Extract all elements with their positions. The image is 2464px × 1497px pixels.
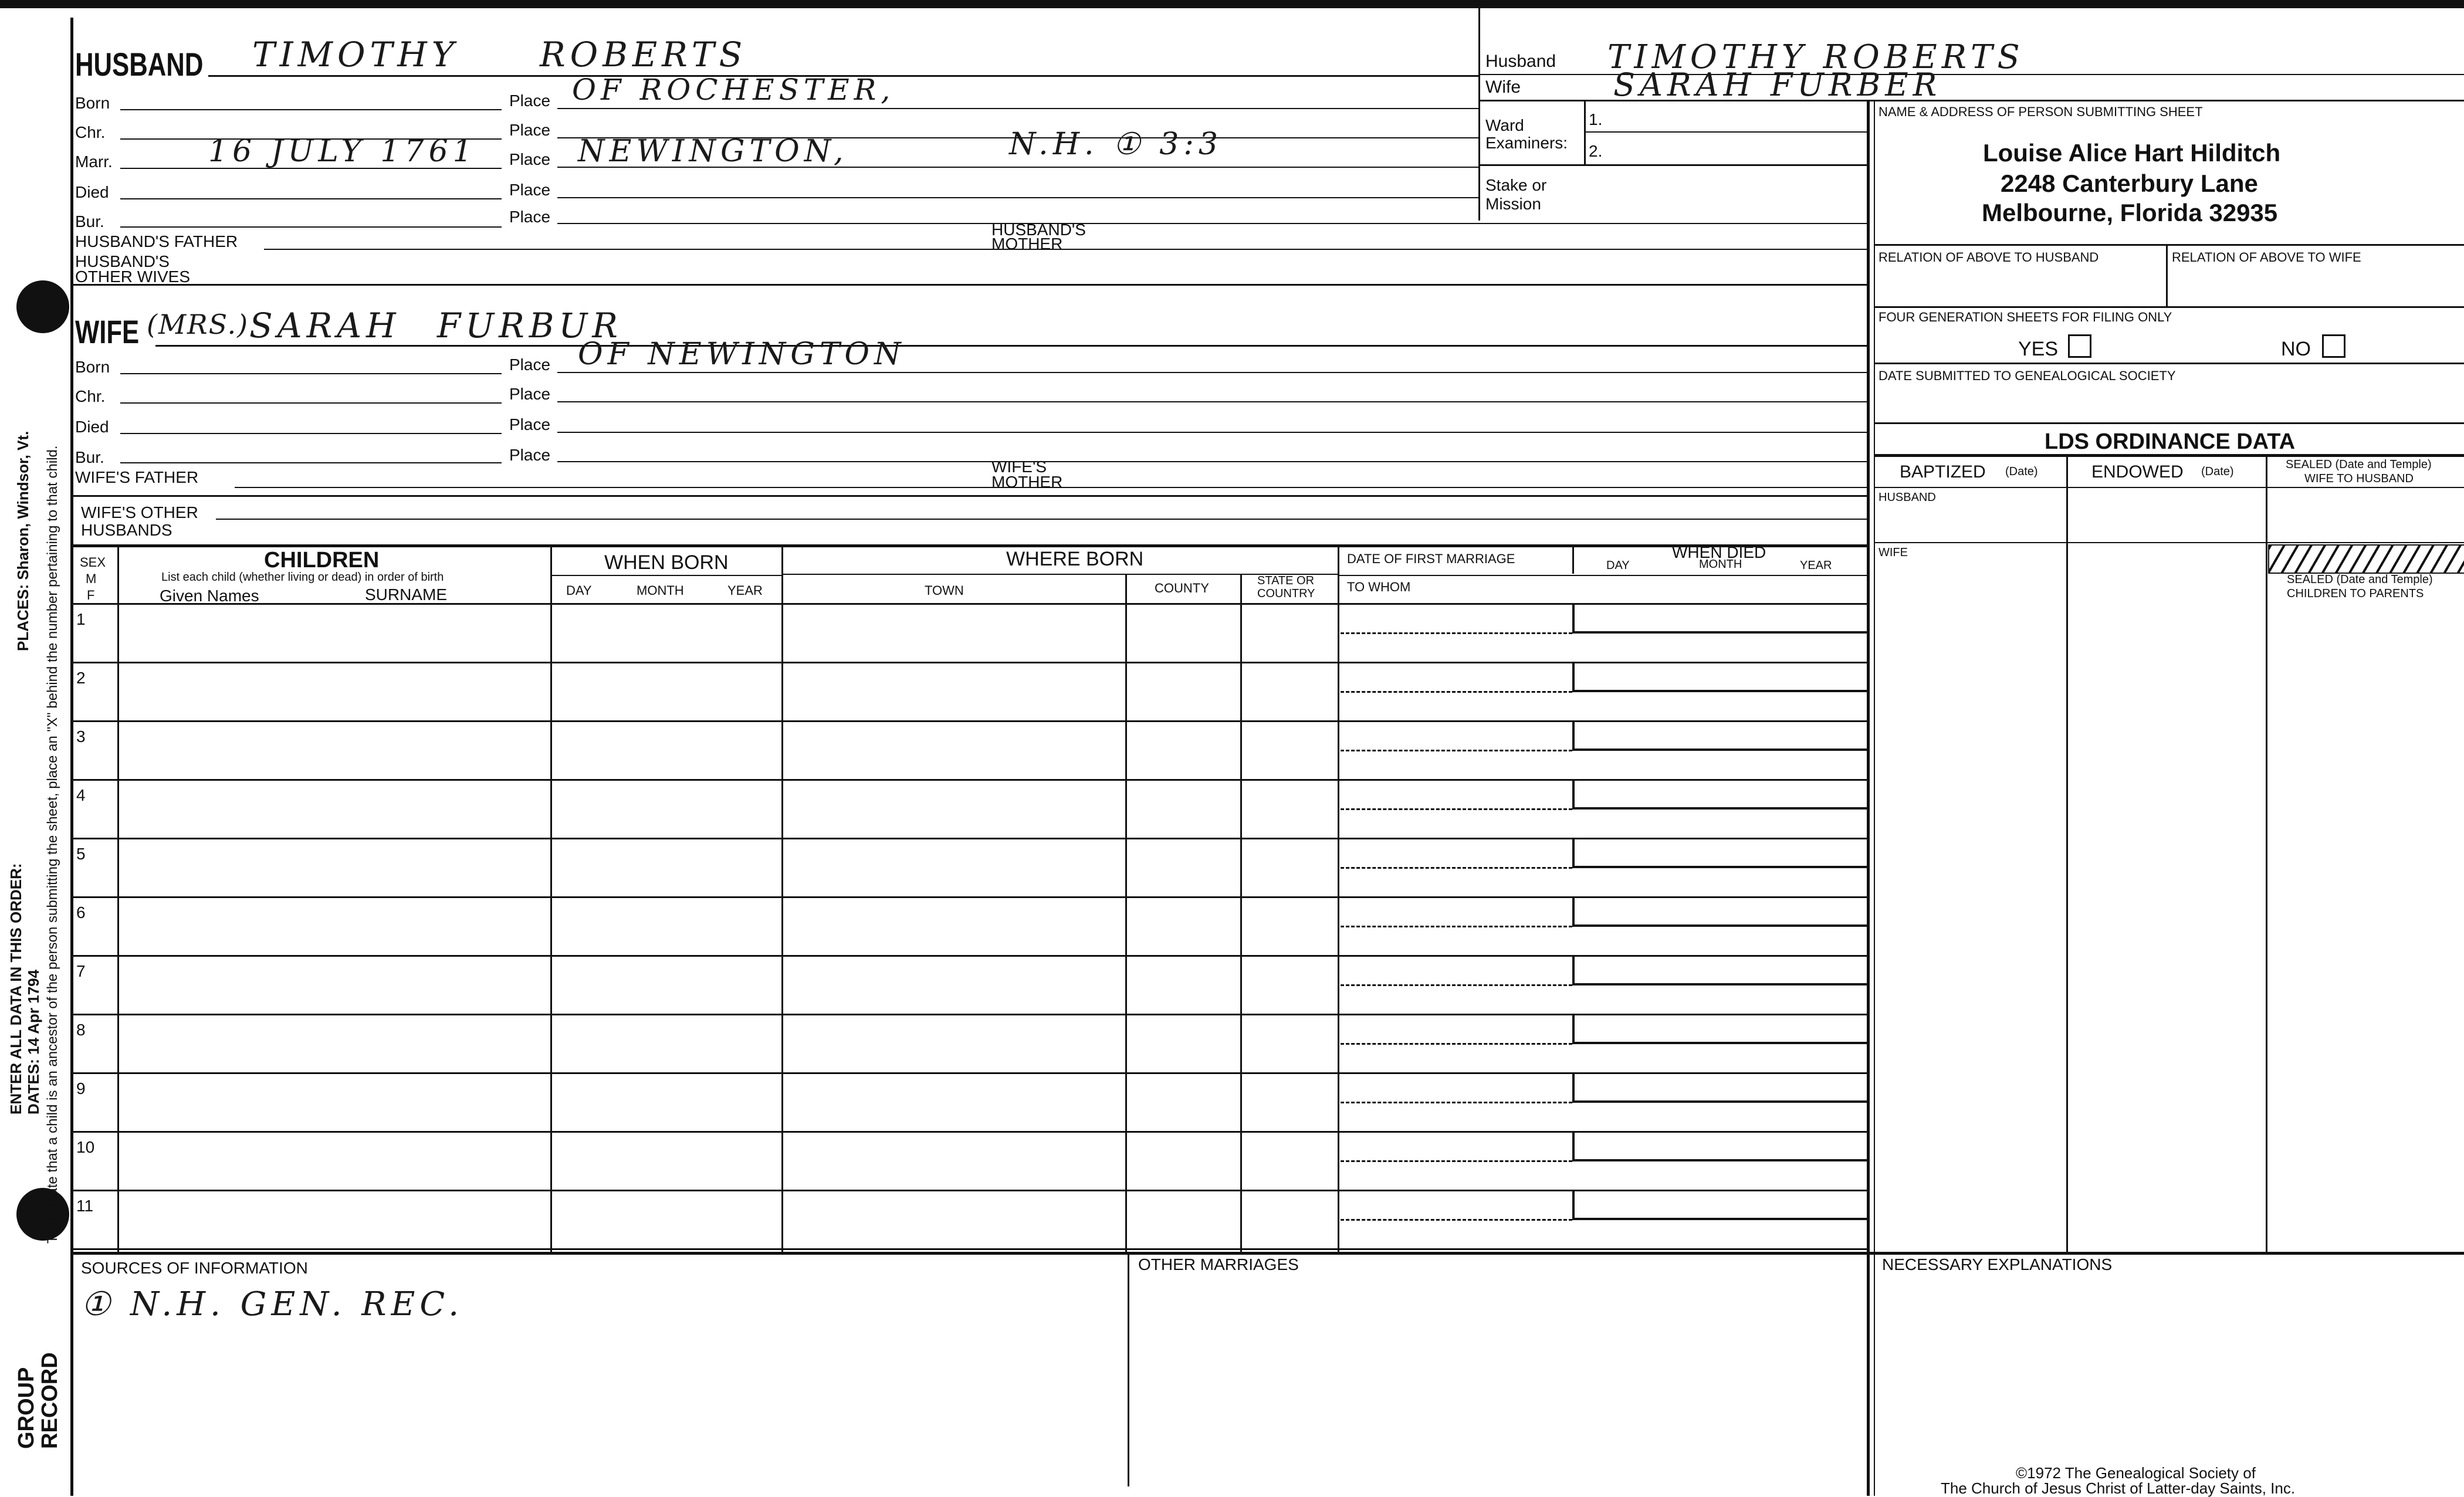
born-month: MONTH: [637, 583, 684, 598]
child-died-box[interactable]: [1572, 1073, 1869, 1103]
child-row-number: 7: [76, 962, 86, 980]
wife-born-label: Born: [75, 358, 110, 376]
husband-bur-place-label: Place: [509, 208, 551, 226]
husband-born-place-line[interactable]: [557, 108, 1478, 109]
sources-value[interactable]: ① N.H. GEN. REC.: [81, 1285, 463, 1323]
four-gen-no-checkbox[interactable]: [2322, 334, 2345, 358]
bottom-section-top: [70, 1252, 2464, 1255]
wife-heading: WIFE: [75, 313, 140, 350]
header-wife-bottom: [1478, 100, 2464, 101]
husband-died-place-line[interactable]: [557, 197, 1478, 198]
first-marriage-underline: [1339, 575, 1867, 576]
four-gen-label: FOUR GENERATION SHEETS FOR FILING ONLY: [1879, 310, 2172, 324]
lds-col-1: [2066, 454, 2068, 1252]
husband-bur-line[interactable]: [120, 226, 502, 228]
left-frame: [70, 18, 73, 1496]
stake-label-1: Stake or: [1485, 176, 1547, 194]
wife-chr-place-line[interactable]: [557, 401, 1867, 402]
header-divider: [1478, 8, 1480, 221]
husband-born-place[interactable]: OF ROCHESTER,: [572, 73, 895, 107]
submitter-street: 2248 Canterbury Lane: [2001, 170, 2258, 197]
child-marriage-dashline[interactable]: [1341, 808, 1572, 810]
child-marriage-dashline[interactable]: [1341, 1102, 1572, 1103]
wife-died-label: Died: [75, 418, 109, 436]
where-town: TOWN: [925, 583, 964, 598]
copyright-line-2: The Church of Jesus Christ of Latter-day Saints, Inc.: [1941, 1479, 2296, 1497]
when-died-heading: WHEN DIED: [1672, 543, 1766, 561]
child-marriage-dashline[interactable]: [1341, 691, 1572, 693]
child-died-box[interactable]: [1572, 1132, 1869, 1161]
husband-mother-label-1: HUSBAND'S: [991, 221, 1086, 239]
child-marriage-dashline[interactable]: [1341, 926, 1572, 927]
child-row-number: 1: [76, 610, 86, 628]
child-died-box[interactable]: [1572, 780, 1869, 810]
born-year: YEAR: [727, 583, 763, 598]
ward-label: Ward: [1485, 116, 1524, 134]
husband-bur-place-line[interactable]: [557, 223, 1867, 224]
where-state-1: STATE OR: [1257, 574, 1315, 587]
husband-born-label: Born: [75, 94, 110, 112]
wife-parents-line[interactable]: [235, 487, 1867, 488]
header-wife-value[interactable]: SARAH FURBER: [1613, 66, 1942, 103]
children-col-marriage: [1338, 544, 1339, 1254]
relation-bottom: [1874, 306, 2464, 308]
child-marriage-dashline[interactable]: [1341, 750, 1572, 751]
died-day: DAY: [1606, 559, 1630, 572]
husband-bur-label: Bur.: [75, 212, 104, 231]
lds-sealed-wh-1: SEALED (Date and Temple): [2286, 458, 2432, 471]
to-whom-label: TO WHOM: [1347, 580, 1411, 594]
children-surname: SURNAME: [365, 585, 448, 604]
wife-section-bottom: [70, 544, 1867, 547]
lds-baptized: BAPTIZED: [1900, 462, 1986, 482]
margin-places: PLACES: Sharon, Windsor, Vt.: [14, 431, 32, 651]
copyright-line-1: ©1972 The Genealogical Society of: [2016, 1464, 2256, 1482]
lds-endowed-date: (Date): [2201, 465, 2234, 478]
child-marriage-dashline[interactable]: [1341, 984, 1572, 986]
husband-chr-label: Chr.: [75, 123, 106, 141]
wife-born-place[interactable]: OF NEWINGTON: [578, 337, 906, 372]
child-row-number: 10: [76, 1138, 95, 1156]
husband-other-wives-2: OTHER WIVES: [75, 267, 191, 286]
husband-born-line[interactable]: [120, 109, 502, 110]
husband-marr-date[interactable]: 16 JULY 1761: [208, 134, 477, 169]
wife-chr-label: Chr.: [75, 387, 106, 405]
wife-died-place-label: Place: [509, 415, 551, 433]
husband-marr-source[interactable]: N.H. ① 3:3: [1009, 127, 1223, 162]
child-died-box[interactable]: [1572, 956, 1869, 985]
children-col-county: [1125, 574, 1127, 1254]
wife-bur-place-line[interactable]: [557, 461, 1867, 462]
children-sex-f: F: [87, 588, 95, 602]
submitter-city: Melbourne, Florida 32935: [1982, 199, 2278, 226]
wife-born-place-label: Place: [509, 355, 551, 374]
lds-husband-bottom: [1874, 542, 2464, 543]
lds-col-2: [2266, 454, 2267, 1252]
top-edge: [0, 0, 2464, 8]
relation-wife-label: RELATION OF ABOVE TO WIFE: [2172, 250, 2361, 265]
wife-mother-label-2: MOTHER: [991, 473, 1063, 491]
child-row-number: 9: [76, 1079, 86, 1098]
child-died-box[interactable]: [1572, 1015, 1869, 1044]
lds-title-bottom: [1874, 454, 2464, 457]
lds-sealed-cp-2: CHILDREN TO PARENTS: [2287, 587, 2424, 600]
husband-died-place-label: Place: [509, 181, 551, 199]
lds-endowed: ENDOWED: [2091, 462, 2184, 482]
margin-record: RECORD: [38, 1352, 62, 1449]
examiners-bottom: [1478, 164, 1867, 166]
child-died-box[interactable]: [1572, 1191, 1869, 1220]
child-row-number: 3: [76, 727, 86, 746]
lds-wife-label: WIFE: [1879, 546, 1908, 559]
husband-father-label: HUSBAND'S FATHER: [75, 232, 238, 250]
husband-chr-place-label: Place: [509, 121, 551, 139]
examiner-2[interactable]: 2.: [1589, 142, 1603, 160]
children-col-state: [1240, 574, 1242, 1254]
child-marriage-dashline[interactable]: [1341, 1219, 1572, 1221]
children-sex-m: M: [86, 571, 97, 586]
wife-father-label: WIFE'S FATHER: [75, 468, 199, 486]
examiner-1-line: [1584, 131, 1867, 133]
child-row-number: 6: [76, 903, 86, 922]
when-born-heading: WHEN BORN: [604, 551, 729, 574]
born-day: DAY: [566, 583, 592, 598]
punch-hole-top: [16, 280, 69, 333]
where-born-underline: [781, 574, 1338, 575]
date-submitted-label: DATE SUBMITTED TO GENEALOGICAL SOCIETY: [1879, 368, 2176, 383]
stake-label-2: Mission: [1485, 195, 1541, 213]
husband-marr-label: Marr.: [75, 153, 113, 171]
husband-marr-place-label: Place: [509, 150, 551, 168]
wife-surname[interactable]: FURBUR: [437, 306, 622, 346]
wife-name-line: [155, 345, 1867, 347]
child-died-box[interactable]: [1572, 663, 1869, 692]
margin-enter-all: ENTER ALL DATA IN THIS ORDER:: [7, 863, 25, 1115]
wife-died-line[interactable]: [120, 433, 502, 434]
where-born-heading: WHERE BORN: [1006, 548, 1144, 570]
husband-section-bottom: [70, 284, 1867, 286]
other-marriages-label: OTHER MARRIAGES: [1138, 1255, 1299, 1274]
child-marriage-dashline[interactable]: [1341, 1043, 1572, 1045]
children-sex-label: SEX: [80, 555, 106, 570]
submitter-bottom: [1874, 244, 2464, 246]
children-instruction: List each child (whether living or dead) in order of birth: [161, 571, 444, 584]
lds-title: LDS ORDINANCE DATA: [2045, 429, 2296, 454]
margin-dates: DATES: 14 Apr 1794: [25, 969, 42, 1115]
right-column-divider-2: [1874, 100, 1875, 1496]
submitter-name: Louise Alice Hart Hilditch: [1983, 139, 2281, 167]
first-marriage-heading: DATE OF FIRST MARRIAGE: [1347, 551, 1515, 566]
where-state-2: COUNTRY: [1257, 587, 1315, 600]
husband-died-label: Died: [75, 183, 109, 201]
child-died-box[interactable]: [1572, 897, 1869, 927]
submitter-label: NAME & ADDRESS OF PERSON SUBMITTING SHEET: [1879, 104, 2203, 119]
four-gen-bottom: [1874, 363, 2464, 364]
wife-parents-bottom: [70, 495, 1867, 497]
child-marriage-dashline[interactable]: [1341, 1160, 1572, 1162]
four-gen-yes: YES: [2018, 338, 2059, 360]
relation-husband-label: RELATION OF ABOVE TO HUSBAND: [1879, 250, 2099, 265]
husband-other-wives-1: HUSBAND'S: [75, 252, 170, 270]
lds-husband-label: HUSBAND: [1879, 491, 1936, 504]
husband-given-name[interactable]: TIMOTHY: [252, 35, 459, 74]
wife-mother-label-1: WIFE'S: [991, 458, 1047, 476]
husband-surname[interactable]: ROBERTS: [540, 35, 747, 74]
died-year: YEAR: [1800, 559, 1832, 572]
child-row-number: 2: [76, 669, 86, 687]
wife-other-husbands-2: HUSBANDS: [81, 521, 172, 539]
four-gen-no: NO: [2281, 338, 2311, 360]
wife-chr-line[interactable]: [120, 402, 502, 404]
examiners-label: Examiners:: [1485, 134, 1568, 152]
child-row-number: 11: [76, 1197, 94, 1215]
lds-sealed-cp-1: SEALED (Date and Temple): [2287, 573, 2433, 586]
wife-bur-line[interactable]: [120, 462, 502, 463]
wife-born-line[interactable]: [120, 373, 502, 374]
header-husband-label: Husband: [1485, 52, 1556, 71]
wife-given-name[interactable]: SARAH: [249, 306, 401, 346]
where-county: COUNTY: [1155, 581, 1209, 595]
margin-group: GROUP: [14, 1367, 39, 1449]
child-row-number: 4: [76, 786, 86, 804]
husband-born-place-label: Place: [509, 92, 551, 110]
children-col-where: [781, 544, 783, 1254]
examiner-1[interactable]: 1.: [1589, 110, 1603, 128]
wife-prefix: (MRS.): [147, 309, 249, 340]
child-row-line: [70, 1248, 1867, 1250]
lds-sealed-wh-2: WIFE TO HUSBAND: [2304, 472, 2414, 485]
explanations-label: NECESSARY EXPLANATIONS: [1882, 1255, 2113, 1274]
wife-other-husbands-line[interactable]: [216, 519, 1867, 520]
wife-chr-place-label: Place: [509, 385, 551, 403]
children-col-died: [1572, 544, 1574, 574]
child-marriage-dashline[interactable]: [1341, 632, 1572, 634]
children-col-born: [550, 544, 552, 1254]
husband-heading: HUSBAND: [75, 46, 204, 83]
wife-bur-place-label: Place: [509, 446, 551, 464]
children-heading: CHILDREN: [264, 548, 380, 573]
relation-divider: [2166, 244, 2168, 306]
when-born-underline: [551, 575, 781, 576]
child-marriage-dashline[interactable]: [1341, 867, 1572, 869]
header-wife-label: Wife: [1485, 77, 1521, 97]
lds-hatched-cell: [2268, 544, 2464, 574]
header-husband-value[interactable]: TIMOTHY ROBERTS: [1607, 38, 2025, 76]
child-row-number: 8: [76, 1021, 86, 1039]
margin-indicate-text: To indicate that a child is an ancestor of the person submitting the sheet, place an "X" behind the number pertaining to that child.: [45, 445, 60, 1244]
wife-died-place-line[interactable]: [557, 432, 1867, 433]
died-month: MONTH: [1699, 558, 1742, 571]
punch-hole-bottom: [16, 1188, 69, 1241]
husband-died-line[interactable]: [120, 198, 502, 199]
bottom-divider: [1128, 1252, 1129, 1486]
child-died-box[interactable]: [1572, 604, 1869, 634]
date-submitted-bottom: [1874, 422, 2464, 424]
child-died-box[interactable]: [1572, 839, 1869, 868]
husband-marr-place[interactable]: NEWINGTON,: [578, 134, 848, 169]
lds-baptized-date: (Date): [2005, 465, 2038, 478]
sources-label: SOURCES OF INFORMATION: [81, 1259, 308, 1277]
wife-other-husbands-1: WIFE'S OTHER: [81, 503, 198, 521]
children-given-names: Given Names: [160, 587, 259, 605]
husband-mother-label-2: MOTHER: [991, 235, 1063, 253]
wife-born-place-line[interactable]: [557, 372, 1867, 373]
children-col-number: [117, 544, 119, 1254]
child-row-number: 5: [76, 845, 86, 863]
husband-parents-line[interactable]: [264, 249, 1867, 250]
child-died-box[interactable]: [1572, 722, 1869, 751]
lds-header-bottom: [1874, 487, 2464, 488]
four-gen-yes-checkbox[interactable]: [2068, 334, 2091, 358]
wife-bur-label: Bur.: [75, 448, 104, 466]
